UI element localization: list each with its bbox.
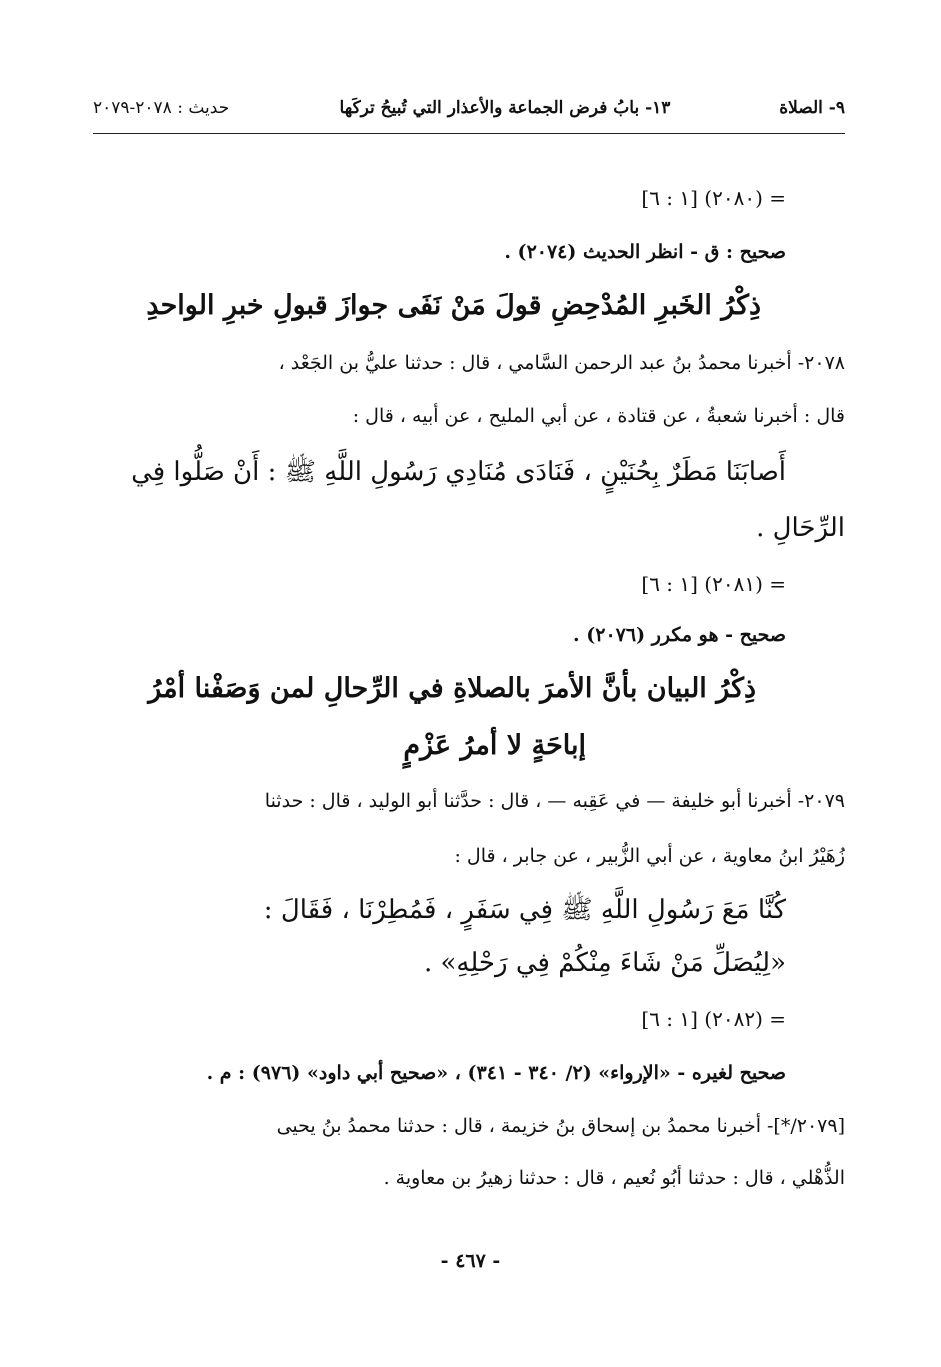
reference-2082: = (٢٠٨٢) [١ : ٦] [641, 1007, 786, 1031]
hadith-2079-supplement-line-2: الذُّهْلي ، قال : حدثنا أبُو نُعيم ، قال : حدثنا زهيرُ بن معاوية . [383, 1167, 845, 1189]
hadith-2079-chain-line-1: ٢٠٧٩- أخبرنا أبو خليفة — في عَقِبه — ، قال : حدَّثنا أبو الوليد ، قال : حدثنا [264, 790, 845, 812]
hadith-2078-chain-line-1: ٢٠٧٨- أخبرنا محمدُ بنُ عبد الرحمن السَّامي ، قال : حدثنا عليُّ بن الجَعْد ، [278, 352, 845, 374]
grading-note: صحيح - هو مكرر (٢٠٧٦) . [573, 624, 786, 646]
header-divider [93, 133, 845, 134]
page-number: - ٤٦٧ - [440, 1250, 501, 1272]
grading-note: صحيح : ق - انظر الحديث (٢٠٧٤) . [504, 241, 786, 263]
hadith-2079-chain-line-2: زُهَيْرُ ابنُ معاوية ، عن أبي الزُّبير ، عن جابر ، قال : [454, 845, 845, 867]
hadith-range: حديث : ٢٠٧٨-٢٠٧٩ [93, 98, 230, 118]
section-heading: ذِكْرُ الخَبرِ المُدْحِضِ قولَ مَنْ نَفَى جوازَ قبولِ خبرِ الواحدِ [146, 290, 761, 321]
section-title: ١٣- بابُ فرض الجماعة والأعذار التي تُبيحُ تركَها [339, 98, 671, 118]
hadith-2079-text-line-2: «لِيُصَلِّ مَنْ شَاءَ مِنْكُمْ فِي رَحْلِهِ» . [423, 948, 786, 978]
hadith-2078-chain-line-2: قال : أخبرنا شعبةُ ، عن قتادة ، عن أبي المليح ، عن أبيه ، قال : [352, 405, 845, 427]
section-heading: إباحَةٍ لا أمرُ عَزْمٍ [403, 730, 586, 761]
hadith-2079-text-line-1: كُنَّا مَعَ رَسُولِ اللَّهِ ﷺ فِي سَفَرٍ ، فَمُطِرْنَا ، فَقَالَ : [263, 895, 786, 925]
reference-2080: = (٢٠٨٠) [١ : ٦] [641, 186, 786, 210]
hadith-2078-text-line-1: أَصابَنَا مَطَرٌ بِحُنَيْنٍ ، فَنَادَى مُنَادِي رَسُولِ اللَّهِ ﷺ : أَنْ صَلُّوا فِي [131, 457, 786, 487]
hadith-2078-text-line-2: الرِّحَالِ . [756, 513, 845, 543]
reference-2081: = (٢٠٨١) [١ : ٦] [641, 572, 786, 596]
running-header [93, 92, 845, 124]
section-heading: ذِكْرُ البيان بأنَّ الأمرَ بالصلاةِ في الرِّحالِ لمن وَصَفْنا أمْرُ [148, 673, 756, 704]
hadith-2079-supplement-line-1: [٢٠٧٩/*]- أخبرنا محمدُ بن إسحاق بنُ خزيمة ، قال : حدثنا محمدُ بنُ يحيى [276, 1115, 845, 1137]
chapter-title: ٩- الصلاة [779, 98, 845, 118]
grading-note: صحيح لغيره - «الإرواء» (٢/ ٣٤٠ - ٣٤١) ، «صحيح أبي داود» (٩٧٦) : م . [206, 1062, 786, 1084]
